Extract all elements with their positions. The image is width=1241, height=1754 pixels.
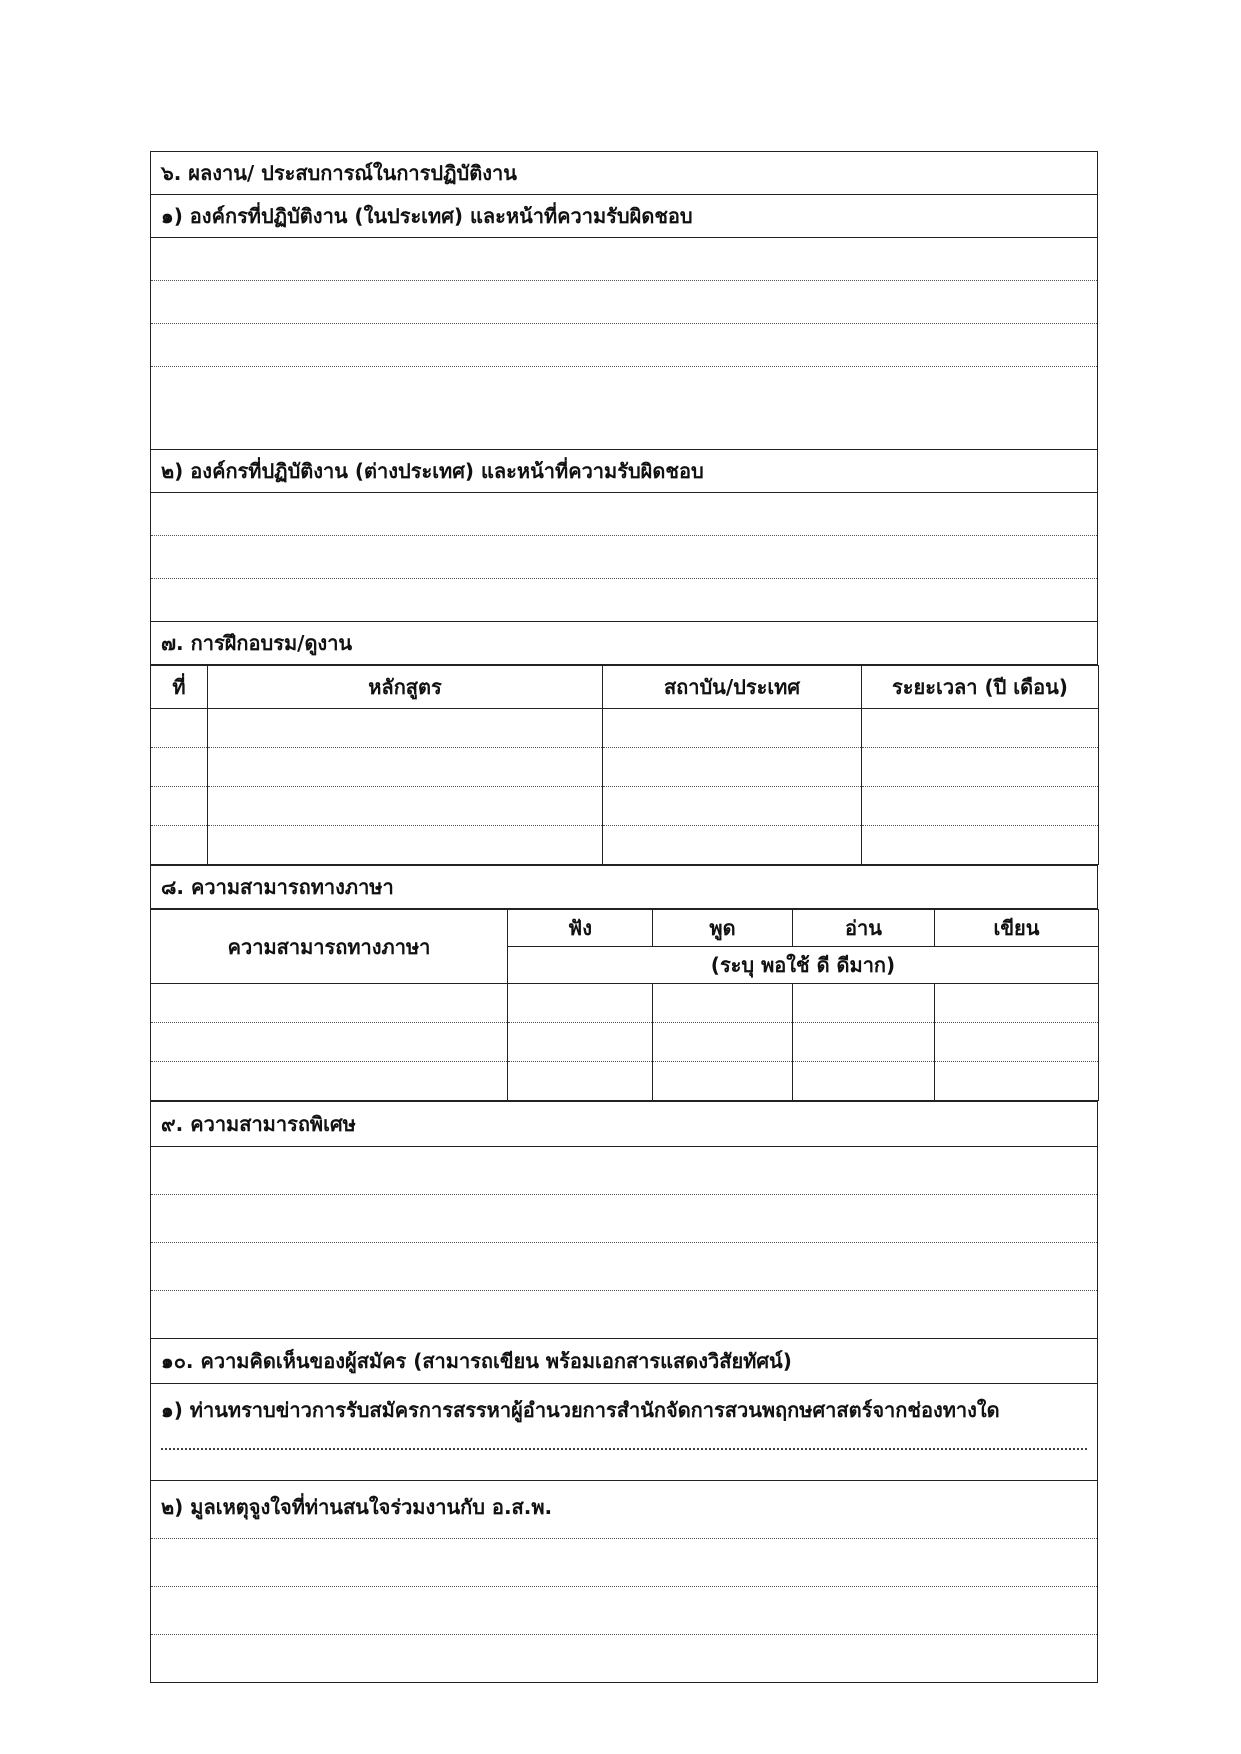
language-skill-writing: เขียน (935, 910, 1099, 947)
speaking-cell[interactable] (653, 1062, 793, 1101)
training-col-duration: ระยะเวลา (ปี เดือน) (862, 666, 1099, 709)
training-institute-cell[interactable] (603, 709, 862, 748)
question-1-answer-line[interactable] (161, 1448, 1087, 1450)
speaking-cell[interactable] (653, 1023, 793, 1062)
language-table (150, 909, 1099, 1101)
language-row (151, 1062, 1099, 1101)
training-no-cell[interactable] (151, 748, 208, 787)
training-course-cell[interactable] (208, 787, 603, 826)
training-course-cell[interactable] (208, 826, 603, 865)
reading-cell[interactable] (793, 1023, 935, 1062)
domestic-experience-line-1[interactable] (151, 238, 1098, 281)
language-row-header: ความสามารถทางภาษา (151, 910, 508, 984)
special-ability-line-3[interactable] (151, 1243, 1098, 1291)
training-institute-cell[interactable] (603, 748, 862, 787)
training-col-institute: สถาบัน/ประเทศ (603, 666, 862, 709)
section-6-title: ๖. ผลงาน/ ประสบการณ์ในการปฏิบัติงาน (151, 152, 1098, 195)
motivation-line-1[interactable] (151, 1539, 1098, 1587)
language-row (151, 1023, 1099, 1062)
training-institute-cell[interactable] (603, 787, 862, 826)
special-ability-line-1[interactable] (151, 1147, 1098, 1195)
writing-cell[interactable] (935, 1023, 1099, 1062)
special-ability-line-4[interactable] (151, 1291, 1098, 1339)
training-row (151, 826, 1099, 865)
training-table (150, 665, 1099, 865)
training-no-cell[interactable] (151, 709, 208, 748)
domestic-experience-line-4[interactable] (151, 367, 1098, 450)
section-6-sub1-label: ๑) องค์กรที่ปฏิบัติงาน (ในประเทศ) และหน้าที่ความรับผิดชอบ (151, 195, 1098, 238)
section-9-10-table (150, 1101, 1098, 1683)
language-name-cell[interactable] (151, 1062, 508, 1101)
training-duration-cell[interactable] (862, 748, 1099, 787)
language-row (151, 984, 1099, 1023)
listening-cell[interactable] (508, 1062, 653, 1101)
training-no-cell[interactable] (151, 787, 208, 826)
language-name-cell[interactable] (151, 984, 508, 1023)
section-10-title: ๑๐. ความคิดเห็นของผู้สมัคร (สามารถเขียน พร้อมเอกสารแสดงวิสัยทัศน์) (151, 1339, 1098, 1384)
listening-cell[interactable] (508, 1023, 653, 1062)
language-name-cell[interactable] (151, 1023, 508, 1062)
question-1-label: ๑) ท่านทราบข่าวการรับสมัครการสรรหาผู้อำนวยการสำนักจัดการสวนพฤกษศาสตร์จากช่องทางใด (161, 1398, 1000, 1422)
listening-cell[interactable] (508, 984, 653, 1023)
language-skill-reading: อ่าน (793, 910, 935, 947)
training-col-course: หลักสูตร (208, 666, 603, 709)
section-7-title: ๗. การฝึกอบรม/ดูงาน (151, 622, 1098, 665)
speaking-cell[interactable] (653, 984, 793, 1023)
training-institute-cell[interactable] (603, 826, 862, 865)
section-6-sub2-label: ๒) องค์กรที่ปฏิบัติงาน (ต่างประเทศ) และหน้าที่ความรับผิดชอบ (151, 450, 1098, 493)
writing-cell[interactable] (935, 1062, 1099, 1101)
reading-cell[interactable] (793, 984, 935, 1023)
training-row (151, 709, 1099, 748)
training-col-no: ที่ (151, 666, 208, 709)
question-2-label: ๒) มูลเหตุจูงใจที่ท่านสนใจร่วมงานกับ อ.ส.พ. (151, 1481, 1098, 1539)
domestic-experience-line-2[interactable] (151, 281, 1098, 324)
foreign-experience-line-1[interactable] (151, 493, 1098, 536)
question-1-cell (151, 1384, 1098, 1481)
section-8-title-table (150, 865, 1098, 909)
training-course-cell[interactable] (208, 709, 603, 748)
special-ability-line-2[interactable] (151, 1195, 1098, 1243)
foreign-experience-line-2[interactable] (151, 536, 1098, 579)
training-duration-cell[interactable] (862, 787, 1099, 826)
section-8-title: ๘. ความสามารถทางภาษา (151, 866, 1098, 909)
training-course-cell[interactable] (208, 748, 603, 787)
writing-cell[interactable] (935, 984, 1099, 1023)
motivation-line-3[interactable] (151, 1635, 1098, 1683)
training-duration-cell[interactable] (862, 709, 1099, 748)
language-skill-speaking: พูด (653, 910, 793, 947)
section-6-table (150, 151, 1098, 665)
foreign-experience-line-3[interactable] (151, 579, 1098, 622)
motivation-line-2[interactable] (151, 1587, 1098, 1635)
language-level-note: (ระบุ พอใช้ ดี ดีมาก) (508, 947, 1099, 984)
application-form-page (150, 151, 1098, 1683)
section-9-title: ๙. ความสามารถพิเศษ (151, 1102, 1098, 1147)
reading-cell[interactable] (793, 1062, 935, 1101)
training-no-cell[interactable] (151, 826, 208, 865)
language-skill-listening: ฟัง (508, 910, 653, 947)
training-row (151, 787, 1099, 826)
domestic-experience-line-3[interactable] (151, 324, 1098, 367)
training-row (151, 748, 1099, 787)
training-duration-cell[interactable] (862, 826, 1099, 865)
